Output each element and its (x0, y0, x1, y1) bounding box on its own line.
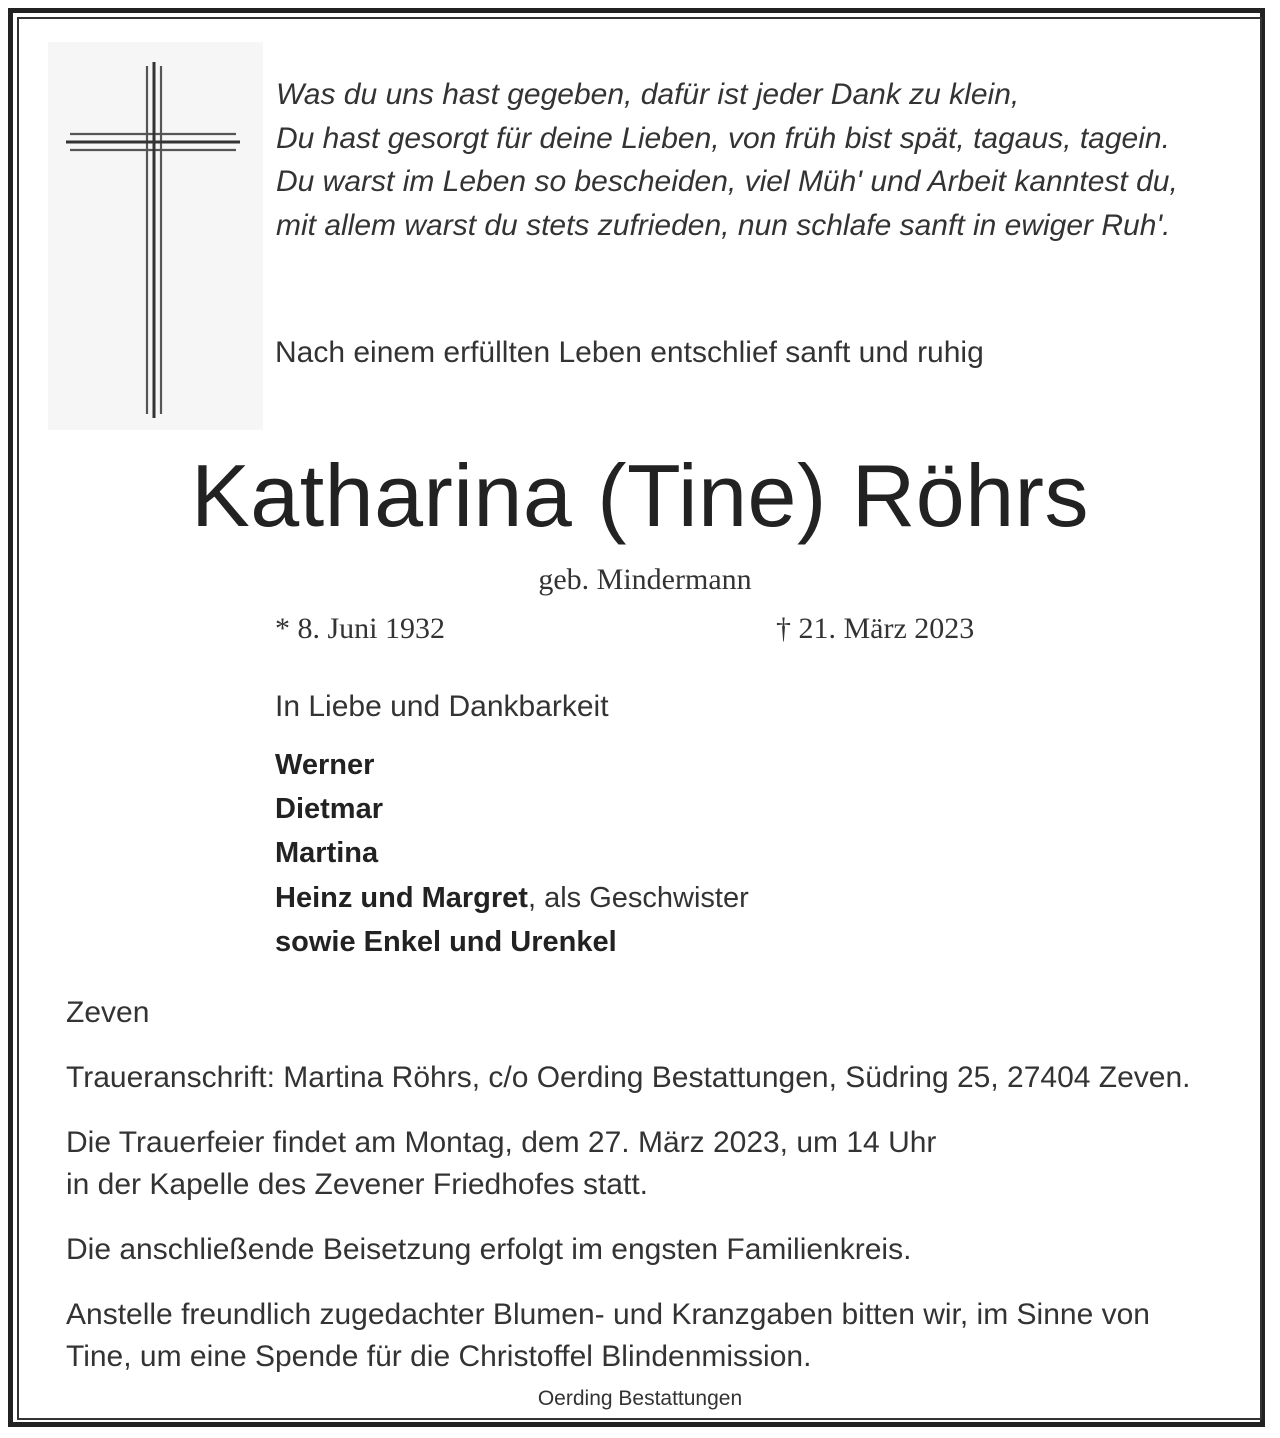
mourner-name: sowie Enkel und Urenkel (275, 925, 617, 958)
donation-line-2: Tine, um eine Spende für die Christoffel Blindenmission. (66, 1340, 812, 1373)
poem-line: Du hast gesorgt für deine Lieben, von früh bist spät, tagaus, tagein. (276, 121, 1170, 155)
mourners-intro: In Liebe und Dankbarkeit (275, 690, 609, 723)
ceremony-line-2: in der Kapelle des Zevener Friedhofes statt. (66, 1168, 648, 1201)
deceased-name: Katharina (Tine) Röhrs (191, 446, 1089, 545)
ceremony-line-1: Die Trauerfeier findet am Montag, dem 27. März 2023, um 14 Uhr (66, 1126, 937, 1159)
death-date: † 21. März 2023 (776, 612, 975, 645)
poem-line: Du warst im Leben so bescheiden, viel Müh' und Arbeit kanntest du, (276, 165, 1178, 198)
place: Zeven (66, 996, 150, 1029)
cross-panel (48, 42, 263, 430)
mourning-address: Traueranschrift: Martina Röhrs, c/o Oerding Bestattungen, Südring 25, 27404 Zeven. (66, 1061, 1191, 1094)
poem (276, 73, 1178, 247)
mourner-name: Heinz und Margret, als Geschwister (275, 881, 749, 914)
poem-line: Was du uns hast gegeben, dafür ist jeder Dank zu klein, (276, 78, 1020, 111)
donation-line-1: Anstelle freundlich zugedachter Blumen- und Kranzgaben bitten wir, im Sinne von (66, 1298, 1150, 1331)
cross-icon (48, 42, 263, 430)
mourner-name: Martina (275, 837, 379, 870)
mourners-list (275, 743, 749, 964)
relation-note: , als Geschwister (527, 881, 749, 914)
mourner-name: Werner (275, 749, 375, 781)
birth-name: geb. Mindermann (538, 563, 752, 596)
mourner-name: Dietmar (275, 793, 383, 826)
burial-note: Die anschließende Beisetzung erfolgt im engsten Familienkreis. (66, 1233, 912, 1266)
birth-date: * 8. Juni 1932 (275, 612, 446, 645)
intro-text: Nach einem erfüllten Leben entschlief sanft und ruhig (275, 336, 984, 369)
funeral-home: Oerding Bestattungen (537, 1387, 743, 1410)
poem-line: mit allem warst du stets zufrieden, nun schlafe sanft in ewiger Ruh'. (276, 208, 1171, 242)
